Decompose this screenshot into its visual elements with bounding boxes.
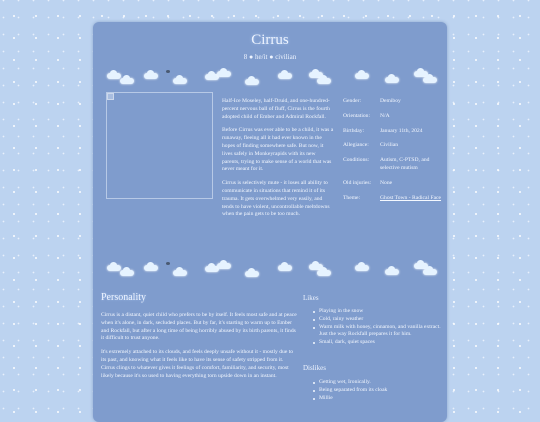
cloud-icon xyxy=(144,73,158,79)
cloud-icon xyxy=(107,73,121,79)
info-row-allegiance xyxy=(343,142,443,150)
info-value: Autism, C-PTSD, and selective mutism xyxy=(380,157,430,171)
cloud-icon xyxy=(423,269,437,275)
page-title: Cirrus xyxy=(251,32,289,48)
likes-list xyxy=(313,308,443,347)
info-value: Demiboy xyxy=(380,98,401,104)
list-item: Playing in the snow xyxy=(313,308,443,316)
list-item: Warm milk with honey, cinnamon, and vanilla extract. Just the way Rockfall prepares it for him. xyxy=(313,324,443,340)
cloud-icon xyxy=(317,78,331,84)
info-row-orientation xyxy=(343,113,443,121)
cloud-divider-middle xyxy=(93,258,447,280)
cloud-icon xyxy=(217,71,231,77)
cloud-icon xyxy=(278,73,292,79)
cloud-icon xyxy=(144,265,158,271)
info-value: None xyxy=(380,179,393,186)
personality-paragraph: It's extremely attached to its clouds, and feels deeply unsafe without it - mostly due to its past, and knowing what it feels like to have its sense of safety stripped from it. Cirrus clings to whatever gives it feelings of comfort, familiarity, and security, most likely because it's so used to having everything torn upside down in an instant. xyxy=(101,349,294,379)
list-item: Millie xyxy=(313,395,443,403)
info-value: Civilian xyxy=(380,142,399,149)
bird-icon xyxy=(166,70,170,73)
info-label: Allegiance: xyxy=(343,142,369,149)
info-row-theme xyxy=(343,195,443,203)
dislikes-heading: Dislikes xyxy=(303,364,326,372)
cloud-icon xyxy=(120,78,134,84)
info-value: N/A xyxy=(380,112,390,119)
info-label: Old injuries: xyxy=(343,179,372,186)
info-label: Birthday: xyxy=(343,127,365,134)
cloud-icon xyxy=(423,77,437,83)
cloud-icon xyxy=(385,269,399,275)
bio-paragraph: Before Cirrus was ever able to be a child, it was a runaway, fleeing all it had ever known in the hopes of finding somewhere safe. But now, it lives safely in Monkeyrapids with its new parents, trying to make sense of a world that was never meant for it. xyxy=(222,127,334,173)
info-label: Gender: xyxy=(343,98,362,104)
info-label: Conditions: xyxy=(343,157,370,164)
bio-section xyxy=(222,98,334,225)
character-portrait xyxy=(106,92,213,199)
personality-section xyxy=(101,312,297,386)
cloud-icon xyxy=(107,265,121,271)
info-label: Theme: xyxy=(343,194,361,201)
cloud-divider-top xyxy=(93,66,447,88)
cloud-icon xyxy=(317,270,331,276)
list-item: Getting wet, Ironically. xyxy=(313,379,443,387)
dislikes-list xyxy=(313,379,443,402)
info-row-conditions xyxy=(343,157,443,173)
cloud-icon xyxy=(245,79,259,85)
page-subtitle: 8 ● he/it ● civilian xyxy=(243,53,297,61)
info-row-gender xyxy=(343,98,443,106)
list-item: Cold, rainy weather xyxy=(313,316,443,324)
bird-icon xyxy=(166,262,170,265)
cloud-icon xyxy=(385,77,399,83)
likes-heading: Likes xyxy=(303,294,319,302)
cloud-icon xyxy=(355,73,369,79)
info-row-birthday xyxy=(343,128,443,136)
personality-heading: Personality xyxy=(101,292,146,303)
bio-paragraph: Cirrus is selectively mute - it loses all ability to communicate in situations that remind it of its trauma. It gets overwhelmed very easily, and tends to have violent, uncontrollable meltdowns when the pain gets to be too much. xyxy=(222,180,330,218)
cloud-icon xyxy=(278,265,292,271)
cloud-icon xyxy=(173,78,187,84)
personality-paragraph: Cirrus is a distant, quiet child who prefers to be by itself. It feels most safe and at peace when it's alone, in dark, secluded places. But by far, it's starting to warm up to Ember and Rockfall, but after a long time of being horribly abused by its birth parents, it finds it difficult to trust anyone. xyxy=(101,312,297,342)
info-row-old-injuries xyxy=(343,180,443,188)
theme-song-link[interactable]: Ghost Town - Radical Face xyxy=(380,194,442,201)
cloud-icon xyxy=(120,270,134,276)
info-value: January 11th, 2024 xyxy=(380,127,423,134)
broken-image-icon xyxy=(107,93,114,100)
cloud-icon xyxy=(245,271,259,277)
list-item: Small, dark, quiet spaces xyxy=(313,339,443,347)
profile-card xyxy=(93,22,447,422)
info-label: Orientation: xyxy=(343,112,371,119)
cloud-icon xyxy=(173,270,187,276)
cloud-icon xyxy=(355,265,369,271)
cloud-icon xyxy=(217,263,231,269)
bio-paragraph: Half-Ice Moseley, half-Druid, and one-hundred-percent nervous ball of fluff, Cirrus is the fourth adopted child of Ember and Admiral Rockfall. xyxy=(222,98,330,120)
info-table xyxy=(343,98,443,209)
list-item: Being separated from its cloak xyxy=(313,387,443,395)
